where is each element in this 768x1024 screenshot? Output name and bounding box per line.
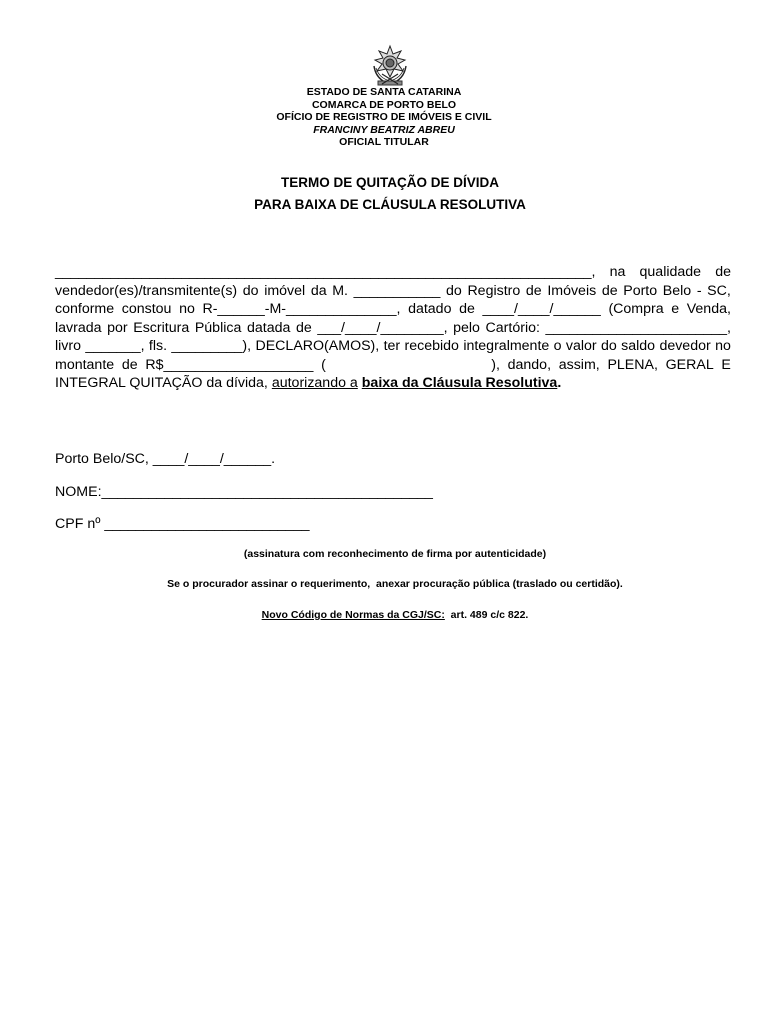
header-officer-name: FRANCINY BEATRIZ ABREU: [313, 123, 455, 136]
legal-reference: [0, 609, 768, 621]
legal-code-article: art. 489 c/c 822.: [444, 609, 529, 621]
document-title: TERMO DE QUITAÇÃO DE DÍVIDA: [280, 175, 499, 190]
place-date-field: Porto Belo/SC, ____/____/______.: [55, 451, 276, 467]
name-field: NOME:__________________________________________: [55, 484, 433, 500]
paragraph-line: livro _______, fls. _________), DECLARO(AMOS), ter recebido integralmente o valor do saldo devedor no: [55, 338, 731, 354]
document-subtitle: PARA BAIXA DE CLÁUSULA RESOLUTIVA: [254, 197, 526, 212]
header-officer-title: OFICIAL TITULAR: [339, 136, 429, 148]
coat-of-arms-icon: [368, 44, 412, 88]
paragraph-line: lavrada por Escritura Pública datada de ___/____/________, pelo Cartório: _______________________,: [55, 319, 731, 336]
header-office: OFÍCIO DE REGISTRO DE IMÓVEIS E CIVIL: [276, 111, 492, 123]
header-state: ESTADO DE SANTA CATARINA: [306, 86, 462, 98]
procurador-note: Se o procurador assinar o requerimento, anexar procuração pública (traslado ou certidão).: [167, 578, 623, 590]
paragraph-line: vendedor(es)/transmitente(s) do imóvel da M. ___________ do Registro de Imóveis de Porto Belo - SC,: [55, 282, 731, 299]
paragraph-line: INTEGRAL QUITAÇÃO da dívida, autorizando a baixa da Cláusula Resolutiva .: [55, 375, 562, 391]
amount-in-words-blank: [334, 356, 484, 375]
paragraph-line: ____________________________________________________________________, na qualidade de: [55, 264, 731, 280]
signature-note: (assinatura com reconhecimento de firma por autenticidade): [243, 548, 547, 560]
declaration-paragraph: [55, 263, 731, 393]
paragraph-line: conforme constou no R-______-M-______________, datado de ____/____/______ (Compra e Venda,: [55, 301, 731, 317]
legal-code-label: Novo Código de Normas da CGJ/SC:: [261, 609, 445, 621]
header-district: COMARCA DE PORTO BELO: [311, 98, 457, 111]
cpf-field: CPF nº __________________________: [55, 516, 310, 532]
paragraph-line: montante de R$___________________ ( ), dando, assim, PLENA, GERAL E: [55, 356, 731, 373]
office-header: [0, 86, 768, 149]
